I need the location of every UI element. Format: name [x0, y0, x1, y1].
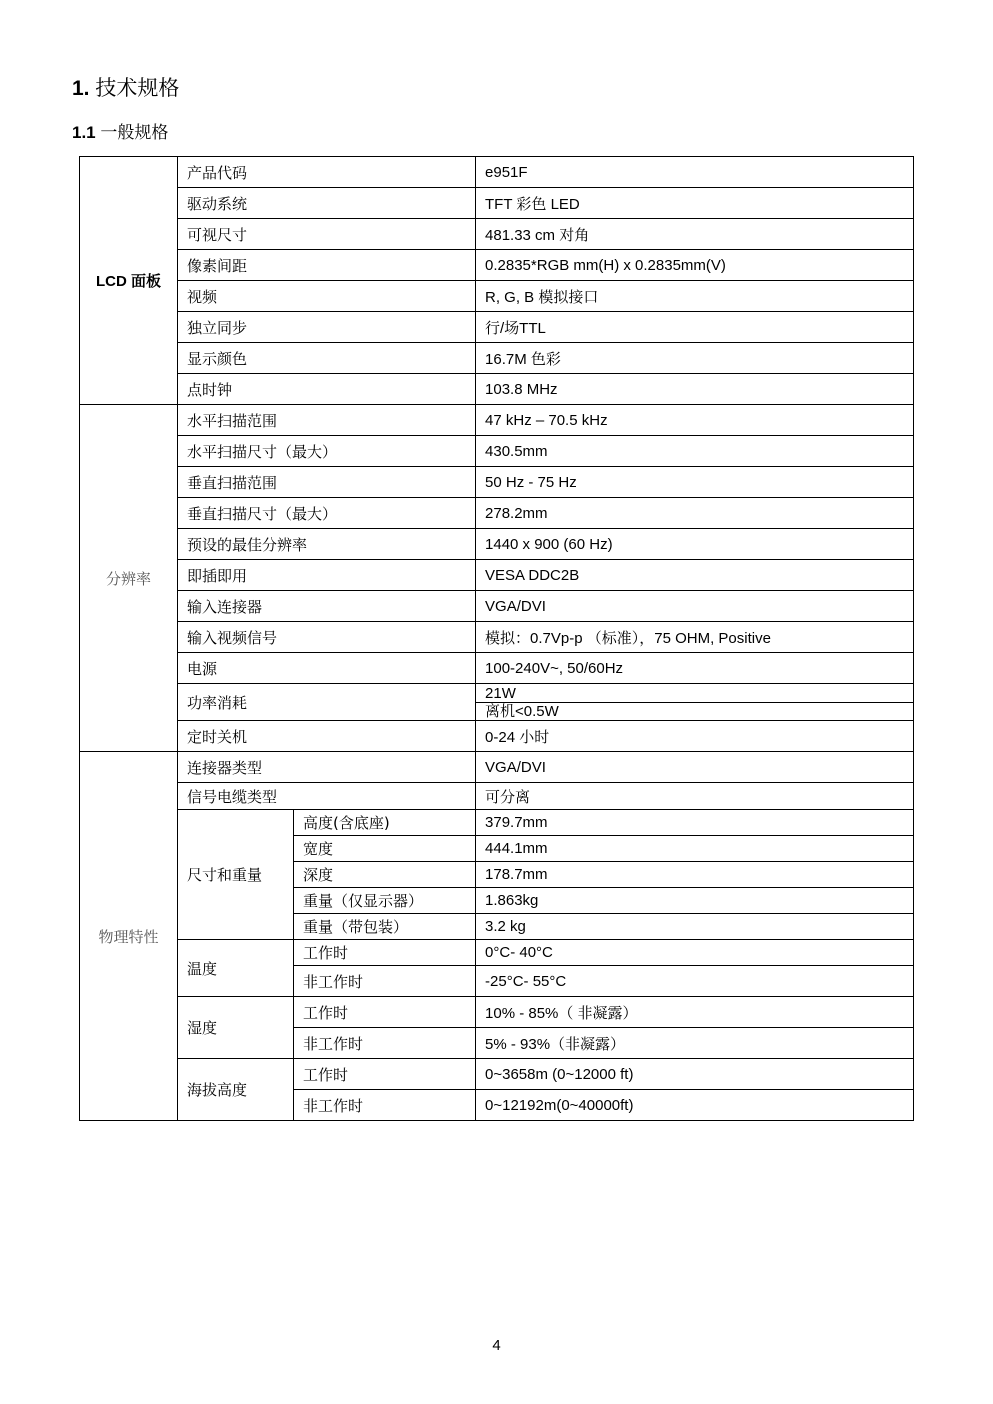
table-row — [80, 405, 914, 436]
spec-value: 行/场TTL — [476, 312, 914, 343]
spec-value: 0~12192m(0~40000ft) — [476, 1090, 914, 1121]
spec-label: 垂直扫描范围 — [178, 467, 476, 498]
spec-value: VGA/DVI — [476, 752, 914, 783]
spec-value-split — [476, 684, 914, 721]
spec-table — [79, 156, 914, 1121]
table-row — [80, 591, 914, 622]
power-off-value: 离机<0.5W — [476, 702, 913, 720]
spec-value: 379.7mm — [476, 810, 914, 836]
spec-label: 垂直扫描尺寸（最大） — [178, 498, 476, 529]
section-number: 1. — [72, 77, 90, 100]
spec-value: 16.7M 色彩 — [476, 343, 914, 374]
spec-label: 水平扫描范围 — [178, 405, 476, 436]
spec-label: 定时关机 — [178, 721, 476, 752]
spec-label: 像素间距 — [178, 250, 476, 281]
spec-label: 预设的最佳分辨率 — [178, 529, 476, 560]
table-row — [80, 752, 914, 783]
spec-label: 即插即用 — [178, 560, 476, 591]
table-row — [80, 622, 914, 653]
spec-sublabel: 非工作时 — [294, 1090, 476, 1121]
subsection-title: 一般规格 — [100, 123, 169, 143]
spec-value: 3.2 kg — [476, 914, 914, 940]
table-row — [80, 1059, 914, 1090]
table-row — [80, 188, 914, 219]
spec-value: 0.2835*RGB mm(H) x 0.2835mm(V) — [476, 250, 914, 281]
spec-sublabel: 高度(含底座) — [294, 810, 476, 836]
spec-sublabel: 非工作时 — [294, 966, 476, 997]
spec-value: 178.7mm — [476, 862, 914, 888]
spec-sublabel: 重量（仅显示器） — [294, 888, 476, 914]
spec-value: 可分离 — [476, 783, 914, 810]
spec-value: 模拟：0.7Vp-p （标准），75 OHM, Positive — [476, 622, 914, 653]
power-on-value: 21W — [485, 684, 516, 702]
spec-value: R, G, B 模拟接口 — [476, 281, 914, 312]
section-heading — [72, 72, 179, 102]
spec-value: 50 Hz - 75 Hz — [476, 467, 914, 498]
spec-sublabel: 宽度 — [294, 836, 476, 862]
spec-value: VGA/DVI — [476, 591, 914, 622]
spec-value: 1.863kg — [476, 888, 914, 914]
group-lcd: LCD 面板 — [80, 157, 178, 405]
spec-label: 信号电缆类型 — [178, 783, 476, 810]
table-row — [80, 560, 914, 591]
table-row — [80, 529, 914, 560]
spec-value: 1440 x 900 (60 Hz) — [476, 529, 914, 560]
spec-label: 产品代码 — [178, 157, 476, 188]
spec-label: 电源 — [178, 653, 476, 684]
table-row — [80, 343, 914, 374]
spec-label: 水平扫描尺寸（最大） — [178, 436, 476, 467]
spec-label: 尺寸和重量 — [178, 810, 294, 940]
spec-label: 视频 — [178, 281, 476, 312]
group-resolution: 分辨率 — [80, 405, 178, 752]
section-title: 技术规格 — [95, 76, 180, 100]
table-row — [80, 498, 914, 529]
spec-value: 100-240V~, 50/60Hz — [476, 653, 914, 684]
table-row — [80, 157, 914, 188]
spec-value: 0°C- 40°C — [476, 940, 914, 966]
spec-label: 湿度 — [178, 997, 294, 1059]
spec-value: 0-24 小时 — [476, 721, 914, 752]
spec-sublabel: 工作时 — [294, 1059, 476, 1090]
table-row — [80, 653, 914, 684]
spec-label: 独立同步 — [178, 312, 476, 343]
spec-value: 10% - 85%（ 非凝露） — [476, 997, 914, 1028]
subsection-number: 1.1 — [72, 123, 96, 142]
spec-value: TFT 彩色 LED — [476, 188, 914, 219]
spec-value: 278.2mm — [476, 498, 914, 529]
table-row — [80, 312, 914, 343]
table-row — [80, 721, 914, 752]
spec-label: 驱动系统 — [178, 188, 476, 219]
spec-sublabel: 工作时 — [294, 940, 476, 966]
spec-value: 481.33 cm 对角 — [476, 219, 914, 250]
spec-label: 可视尺寸 — [178, 219, 476, 250]
spec-label: 功率消耗 — [178, 684, 476, 721]
spec-label: 连接器类型 — [178, 752, 476, 783]
spec-value: e951F — [476, 157, 914, 188]
spec-value: -25°C- 55°C — [476, 966, 914, 997]
spec-value: 5% - 93%（非凝露） — [476, 1028, 914, 1059]
table-row — [80, 940, 914, 966]
spec-label: 温度 — [178, 940, 294, 997]
spec-value: 430.5mm — [476, 436, 914, 467]
spec-sublabel: 工作时 — [294, 997, 476, 1028]
spec-value: 0~3658m (0~12000 ft) — [476, 1059, 914, 1090]
table-row — [80, 997, 914, 1028]
spec-value: VESA DDC2B — [476, 560, 914, 591]
spec-sublabel: 深度 — [294, 862, 476, 888]
spec-sublabel: 非工作时 — [294, 1028, 476, 1059]
page-number: 4 — [492, 1337, 501, 1354]
spec-value: 444.1mm — [476, 836, 914, 862]
table-row — [80, 436, 914, 467]
subsection-heading — [72, 118, 168, 143]
table-row — [80, 783, 914, 810]
table-row — [80, 219, 914, 250]
table-row — [80, 467, 914, 498]
spec-sublabel: 重量（带包装） — [294, 914, 476, 940]
table-row — [80, 281, 914, 312]
spec-value: 47 kHz – 70.5 kHz — [476, 405, 914, 436]
spec-label: 显示颜色 — [178, 343, 476, 374]
spec-label: 点时钟 — [178, 374, 476, 405]
spec-label: 输入视频信号 — [178, 622, 476, 653]
table-row — [80, 684, 914, 721]
table-row — [80, 374, 914, 405]
spec-label: 输入连接器 — [178, 591, 476, 622]
group-physical: 物理特性 — [80, 752, 178, 1121]
spec-value: 103.8 MHz — [476, 374, 914, 405]
spec-label: 海拔高度 — [178, 1059, 294, 1121]
table-row — [80, 250, 914, 281]
table-row — [80, 810, 914, 836]
